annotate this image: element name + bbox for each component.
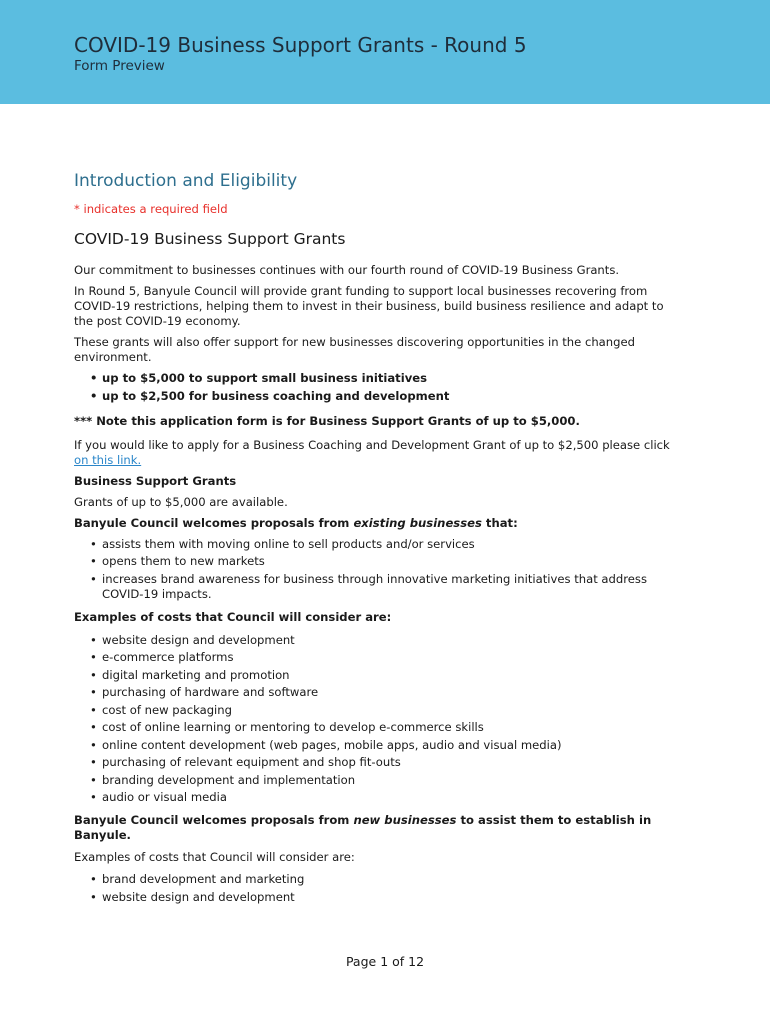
list-item: • audio or visual media bbox=[90, 790, 674, 805]
new-business-heading bbox=[74, 813, 674, 843]
page-number: Page 1 of 12 bbox=[345, 954, 425, 969]
list-item: • website design and development bbox=[90, 890, 674, 905]
coaching-grant-link[interactable]: on this link. bbox=[74, 452, 142, 467]
list-item: • branding development and implementation bbox=[90, 773, 674, 788]
page-header bbox=[0, 0, 770, 104]
new-business-text: Banyule Council welcomes proposals from bbox=[74, 813, 354, 827]
list-item: • increases brand awareness for business through innovative marketing initiatives that address COVID-19 impacts. bbox=[90, 572, 674, 602]
new-examples-list bbox=[74, 872, 674, 905]
existing-business-emphasis: existing businesses bbox=[353, 515, 482, 530]
grant-amount-list bbox=[74, 371, 674, 404]
list-item: • online content development (web pages, mobile apps, audio and visual media) bbox=[90, 738, 674, 753]
required-field-note: * indicates a required field bbox=[74, 202, 228, 216]
form-title: COVID-19 Business Support Grants - Round 5 bbox=[74, 33, 527, 57]
list-item: • assists them with moving online to sell products and/or services bbox=[90, 537, 674, 552]
list-item: • up to $2,500 for business coaching and development bbox=[90, 389, 674, 404]
bsg-available: Grants of up to $5,000 are available. bbox=[74, 494, 288, 509]
coaching-grant-paragraph bbox=[74, 438, 674, 468]
list-item: • website design and development bbox=[90, 633, 674, 648]
intro-paragraph-3: These grants will also offer support for new businesses discovering opportunities in the changed environment. bbox=[74, 335, 635, 364]
form-content bbox=[74, 170, 674, 911]
sub-heading: COVID-19 Business Support Grants bbox=[74, 230, 346, 248]
list-item: • digital marketing and promotion bbox=[90, 668, 674, 683]
list-item: • purchasing of hardware and software bbox=[90, 685, 674, 700]
intro-paragraph-2: In Round 5, Banyule Council will provide grant funding to support local businesses recovering from COVID-19 restrictions, helping them to invest in their business, build business resilience and adapt to the post COVID-19 economy. bbox=[74, 284, 664, 328]
bsg-heading: Business Support Grants bbox=[74, 473, 237, 488]
intro-paragraph-1: Our commitment to businesses continues with our fourth round of COVID-19 Business Grants. bbox=[74, 263, 620, 277]
list-item: • brand development and marketing bbox=[90, 872, 674, 887]
list-item: • opens them to new markets bbox=[90, 554, 674, 569]
existing-business-heading bbox=[74, 516, 674, 531]
list-item: • e-commerce platforms bbox=[90, 650, 674, 665]
new-business-emphasis: new businesses bbox=[353, 813, 457, 827]
list-item: • purchasing of relevant equipment and shop fit-outs bbox=[90, 755, 674, 770]
examples-list bbox=[74, 633, 674, 806]
list-item: • up to $5,000 to support small business initiatives bbox=[90, 371, 674, 386]
list-item: • cost of online learning or mentoring to develop e-commerce skills bbox=[90, 720, 674, 735]
new-examples-heading: Examples of costs that Council will consider are: bbox=[74, 850, 355, 864]
existing-business-list bbox=[74, 537, 674, 602]
examples-heading: Examples of costs that Council will consider are: bbox=[74, 609, 392, 624]
coaching-grant-text: If you would like to apply for a Business Coaching and Development Grant of up to $2,500 please click bbox=[74, 437, 670, 452]
application-note: *** Note this application form is for Business Support Grants of up to $5,000. bbox=[74, 413, 580, 428]
section-heading: Introduction and Eligibility bbox=[74, 171, 298, 191]
existing-business-suffix: that: bbox=[481, 515, 518, 530]
form-subtitle: Form Preview bbox=[74, 58, 165, 74]
list-item: • cost of new packaging bbox=[90, 703, 674, 718]
existing-business-text: Banyule Council welcomes proposals from bbox=[74, 515, 354, 530]
new-business-suffix: to assist them to establish in Banyule. bbox=[74, 813, 652, 842]
